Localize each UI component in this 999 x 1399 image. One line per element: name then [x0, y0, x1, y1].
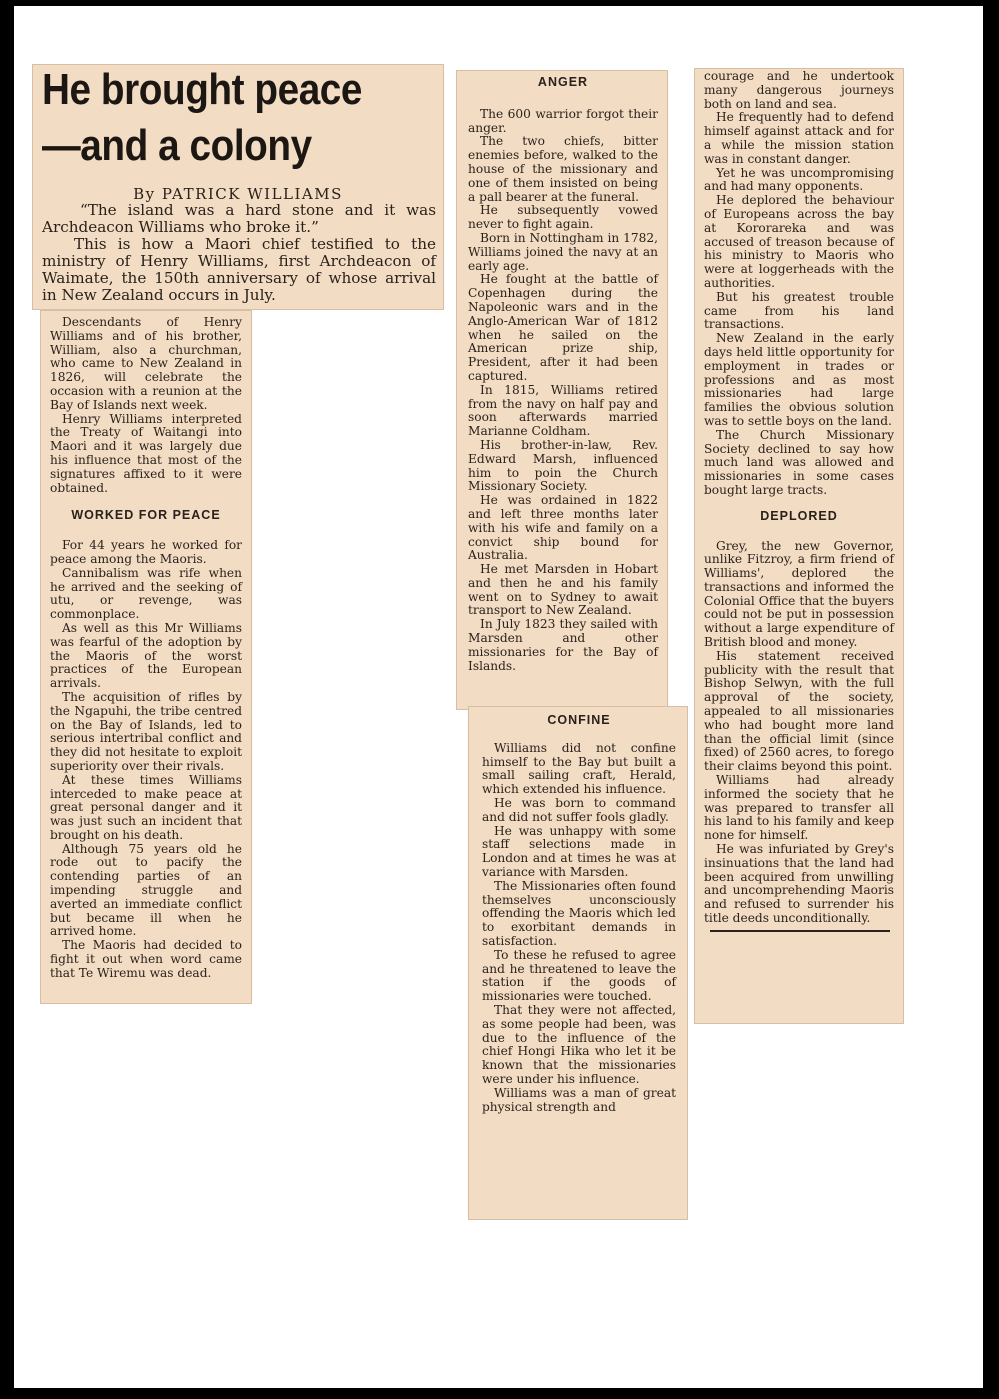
paragraph: For 44 years he worked for peace among the Maoris.	[50, 538, 242, 566]
paragraph: Descendants of Henry Williams and of his brother, William, also a churchman, who came to New Zealand in 1826, will celebrate the occasion with a reunion at the Bay of Islands next week.	[50, 315, 242, 412]
paragraph: He fought at the battle of Copenhagen during the Napoleonic wars and in the Anglo-American War of 1812 when he sailed on the American prize ship, President, after it had been captured.	[468, 272, 658, 383]
paragraph: The Church Missionary Society declined to say how much land was allowed and missionaries in some cases bought large tracts.	[704, 427, 894, 497]
paragraph: He frequently had to defend himself against attack and for a while the mission station was in constant danger.	[704, 110, 894, 166]
column-3-clipping	[694, 68, 904, 1024]
column-1-clipping	[40, 310, 252, 1004]
subheading-deplored: DEPLORED	[760, 508, 838, 523]
paragraph: The 600 warrior forgot their anger.	[468, 106, 658, 135]
paragraph: Although 75 years old he rode out to pacify the contending parties of an impending struggle and averted an immediate conflict but became ill when he arrived home.	[50, 841, 242, 939]
paragraph: That they were not affected, as some people had been, was due to the influence of the chief Hongi Hika who let it be known that the missionaries were under his influence.	[482, 1002, 676, 1086]
column-2-clipping	[456, 70, 668, 710]
paragraph: Cannibalism was rife when he arrived and the seeking of utu, or revenge, was commonplace.	[50, 565, 242, 622]
paragraph: He was ordained in 1822 and left three months later with his wife and family on a convict ship bound for Australia.	[468, 493, 658, 563]
paragraph: His statement received publicity with the result that Bishop Selwyn, with the full approval of the society, appealed to all missionaries who had bought more land than the official limit (since fixed) of 2560 acres, to forego their claims beyond this point.	[704, 648, 894, 774]
paragraph: He was infuriated by Grey's insinuations that the land had been acquired from unwilling and uncomprehending Maoris and refused to surrender his title deeds unconditionally.	[704, 842, 894, 926]
paragraph: He was born to command and did not suffer fools gladly.	[482, 795, 676, 824]
paragraph: Williams was a man of great physical strength and	[482, 1085, 676, 1114]
paragraph: He deplored the behaviour of Europeans across the bay at Kororareka and was accused of treason because of his ministry to Maoris who were at loggerheads with the authorities.	[704, 193, 894, 290]
paragraph: Yet he was uncompromising and had many opponents.	[704, 165, 894, 194]
lead-paragraphs	[32, 202, 444, 304]
paragraph: But his greatest trouble came from his land transactions.	[704, 289, 894, 332]
paragraph: In July 1823 they sailed with Marsden and other missionaries for the Bay of Islands.	[468, 617, 658, 673]
paragraph: Williams had already informed the society that he was prepared to transfer all his land to his family and keep none for himself.	[704, 773, 894, 843]
paragraph: courage and he undertook many dangerous journeys both on land and sea.	[704, 69, 894, 111]
headline-line-2: —and a colony	[42, 121, 312, 170]
subheading-confine: CONFINE	[547, 713, 611, 727]
paragraph: In 1815, Williams retired from the navy on half pay and soon afterwards married Marianne Coldham.	[468, 382, 658, 439]
paragraph: His brother-in-law, Rev. Edward Marsh, influenced him to poin the Church Missionary Society.	[468, 437, 658, 494]
paragraph: Grey, the new Governor, unlike Fitzroy, a firm friend of Williams', deplored the transactions and informed the Colonial Office that the buyers could not be put in possession without a large expenditure of British blood and money.	[704, 538, 894, 650]
paragraph: He met Marsden in Hobart and then he and his family went on to Sydney to await transport to New Zealand.	[468, 562, 658, 618]
scan-border	[983, 0, 999, 1399]
lead-paragraph: This is how a Maori chief testified to the ministry of Henry Williams, first Archdeacon of Waimate, the 150th anniversary of whose arrival in New Zealand occurs in July.	[42, 234, 436, 304]
paragraph: He subsequently vowed never to fight again.	[468, 203, 658, 232]
column-2-lower-clipping	[468, 706, 688, 1220]
paragraph: To these he refused to agree and he threatened to leave the station if the goods of missionaries were touched.	[482, 947, 676, 1004]
paragraph: Williams did not confine himself to the Bay but built a small sailing craft, Herald, which extended his influence.	[482, 740, 676, 797]
paragraph: The two chiefs, bitter enemies before, walked to the house of the missionary and one of them insisted on being a pall bearer at the funeral.	[468, 134, 658, 204]
end-rule	[710, 930, 890, 932]
paragraph: As well as this Mr Williams was fearful of the adoption by the Maoris of the worst practices of the European arrivals.	[50, 620, 242, 691]
paragraph: The Missionaries often found themselves unconsciously offending the Maoris which led to exorbitant demands in satisfaction.	[482, 878, 676, 948]
headline-line-1: He brought peace	[42, 65, 362, 114]
paragraph: Henry Williams interpreted the Treaty of Waitangi into Maori and it was largely due his influence that most of the signatures affixed to it were obtained.	[50, 411, 242, 495]
paragraph: Born in Nottingham in 1782, Williams joined the navy at an early age.	[468, 230, 658, 273]
scanned-page	[14, 6, 983, 1388]
byline: By PATRICK WILLIAMS	[133, 185, 343, 203]
paragraph: New Zealand in the early days held little opportunity for employment in trades or professions and as most missionaries had large families the obvious solution was to settle boys on the land.	[704, 331, 894, 428]
subheading-anger: ANGER	[537, 75, 589, 89]
paragraph: He was unhappy with some staff selections made in London and at times he was at variance with Marsden.	[482, 823, 676, 879]
paragraph: The acquisition of rifles by the Ngapuhi, the tribe centred on the Bay of Islands, led to serious intertribal conflict and they did not hesitate to exploit superiority over their rivals.	[50, 689, 242, 773]
headline-clipping	[32, 64, 444, 310]
subheading-worked-for-peace: WORKED FOR PEACE	[71, 508, 221, 523]
paragraph: At these times Williams interceded to make peace at great personal danger and it was just such an incident that brought on his death.	[50, 772, 242, 842]
lead-paragraph: “The island was a hard stone and it was Archdeacon Williams who broke it.”	[42, 200, 436, 236]
paragraph: The Maoris had decided to fight it out when word came that Te Wiremu was dead.	[50, 938, 242, 980]
